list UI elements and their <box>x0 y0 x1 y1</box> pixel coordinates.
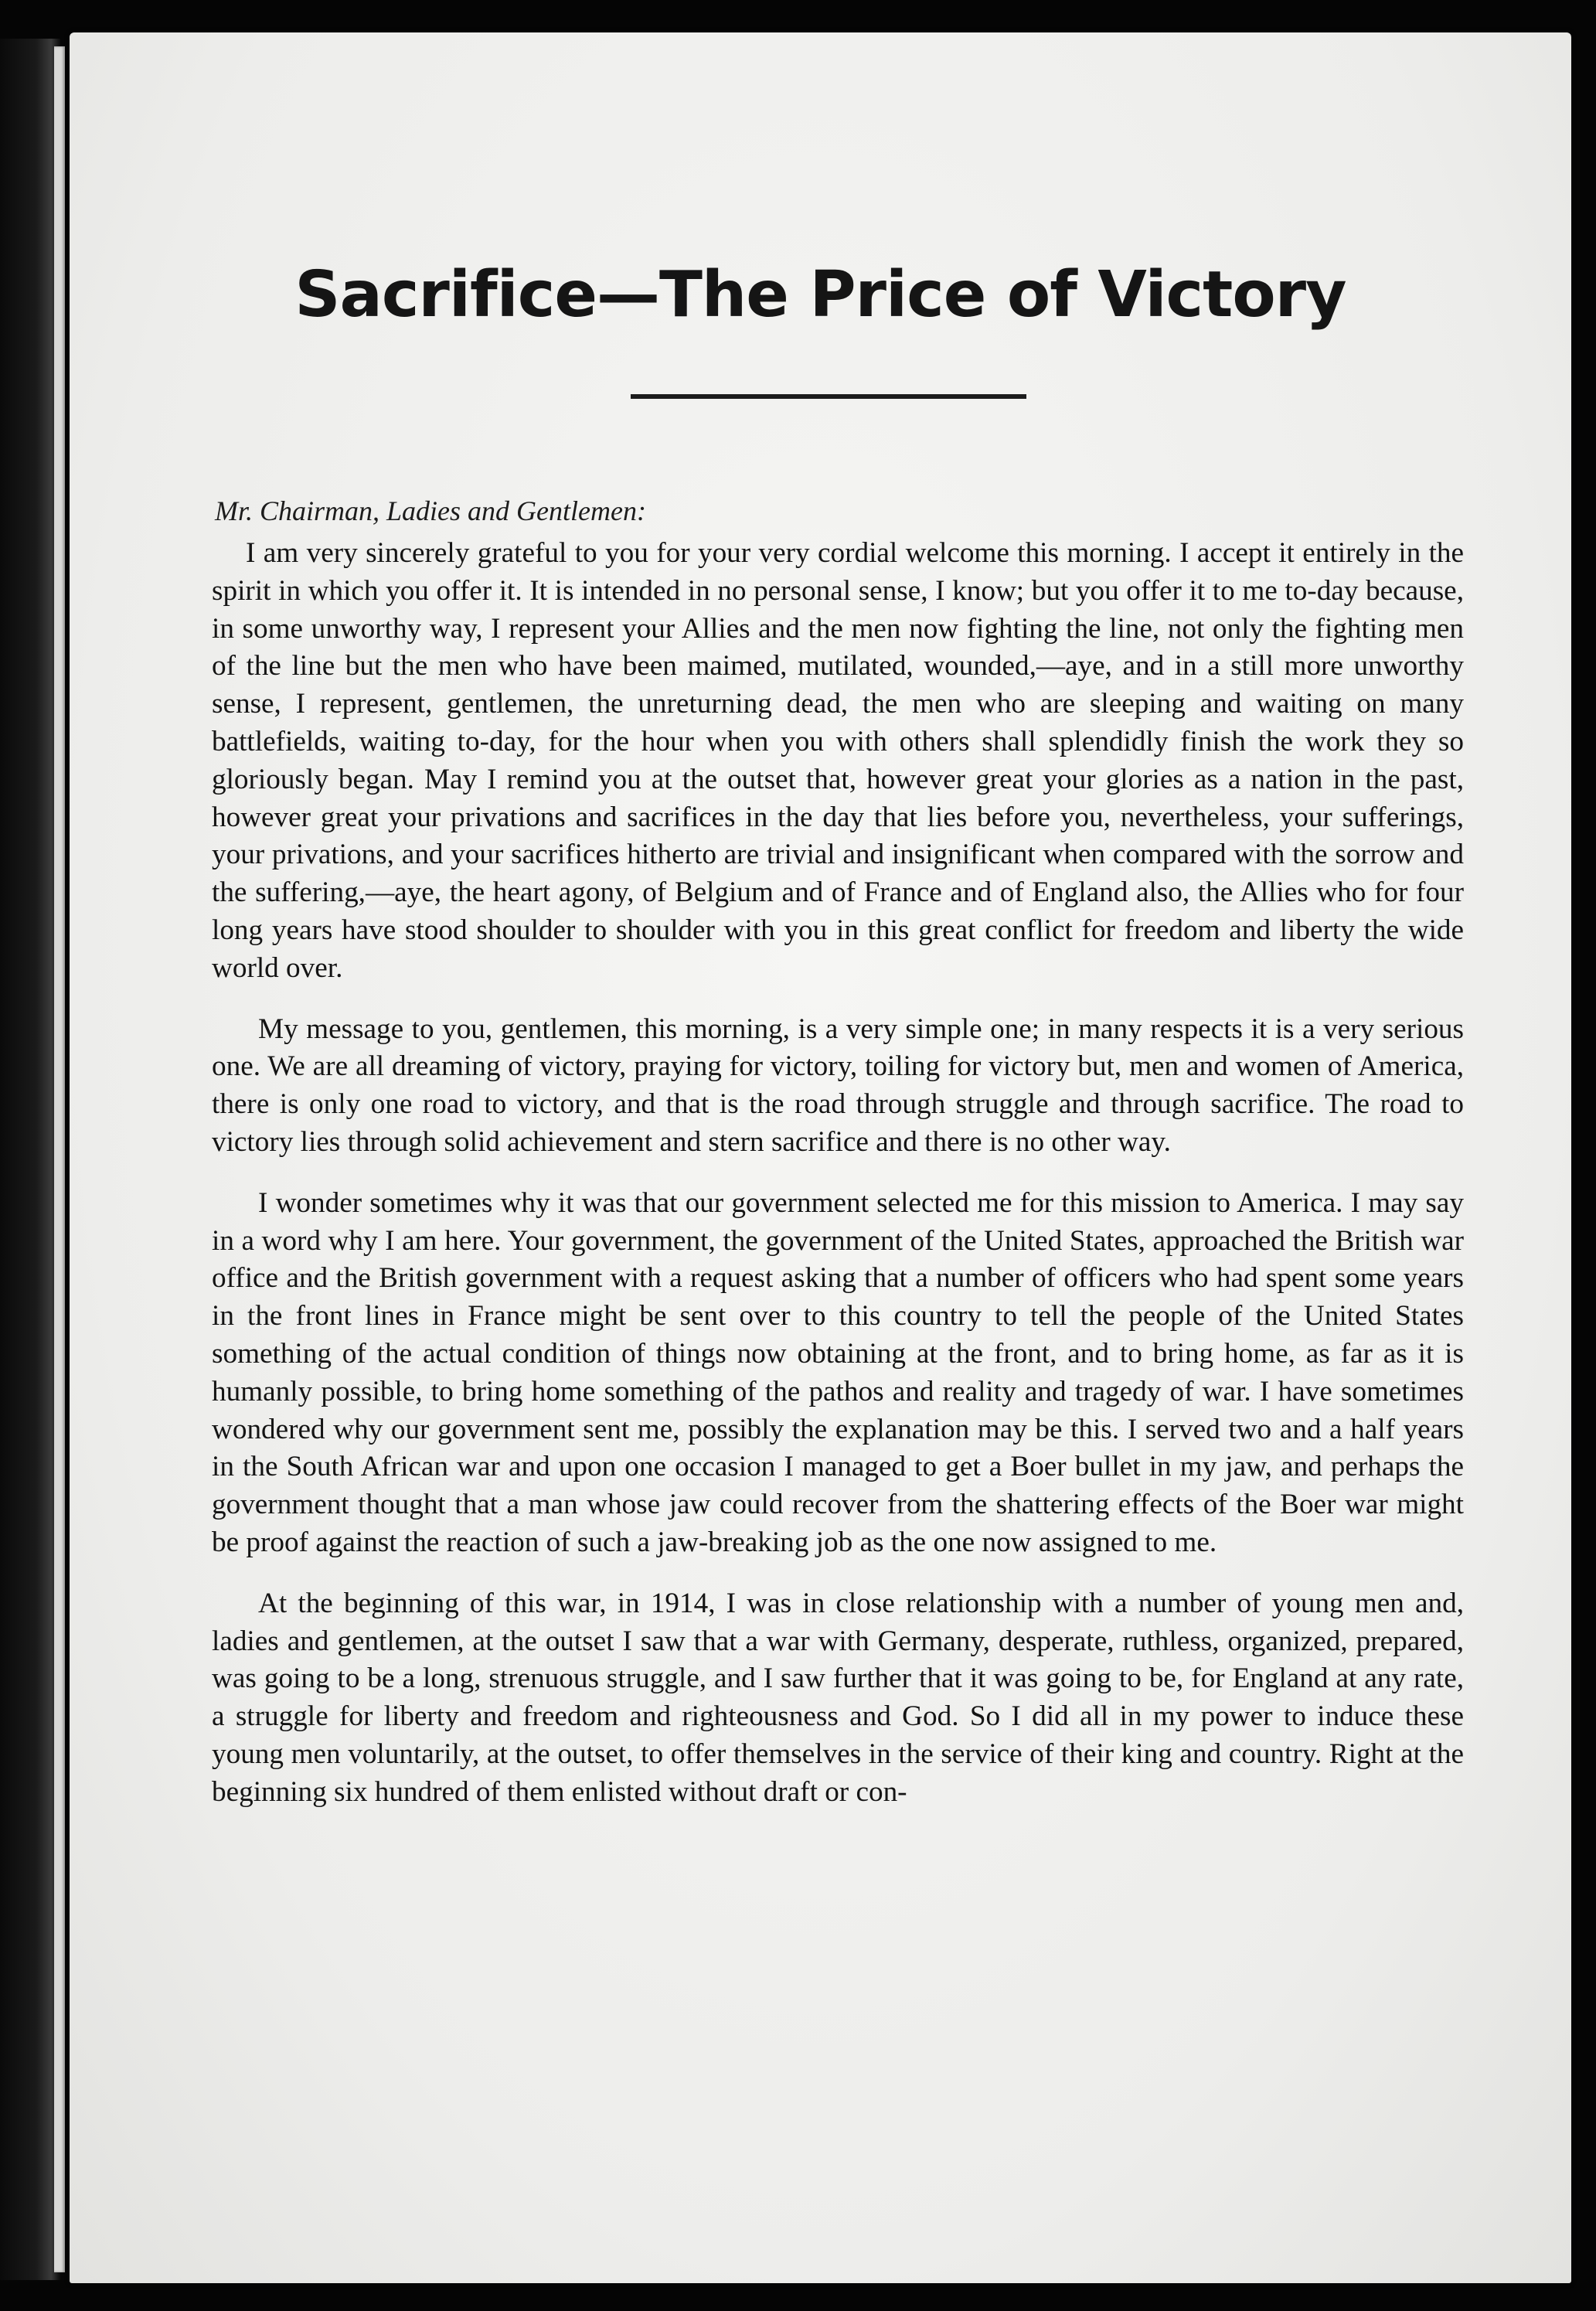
title-rule <box>631 394 1026 399</box>
page-binding-edge <box>0 39 60 2280</box>
paragraph-4: At the beginning of this war, in 1914, I was in close relationship with a number of young men and, ladies and gentlemen, at the outset I saw that a war with Germany, desperate, ruthless, organized, prepared, was going to be a long, strenuous struggle, and I saw further that it was going to be, for England at any rate, a struggle for liberty and freedom and righteousness and God. So I did all in my power to induce these young men voluntarily, at the outset, to offer themselves in the service of their king and country. Right at the beginning six hundred of them enlisted without draft or con- <box>212 1587 1464 1808</box>
page-title: Sacrifice—The Price of Victory <box>294 258 1346 332</box>
salutation: Mr. Chairman, Ladies and Gentlemen: <box>215 495 646 526</box>
previous-page-edge <box>54 46 65 2272</box>
speech-body <box>212 535 1464 1835</box>
paragraph-3: I wonder sometimes why it was that our government selected me for this mission to America. I may say in a word why I am here. Your government, the government of the United States, approached the British war office and the British government with a request asking that a number of officers who had spent some years in the front lines in France might be sent over to this country to tell the people of the United States something of the actual condition of things now obtaining at the front, and to bring home, as far as it is humanly possible, to bring home something of the pathos and reality and tragedy of war. I have sometimes wondered why our government sent me, possibly the explanation may be this. I served two and a half years in the South African war and upon one occasion I managed to get a Boer bullet in my jaw, and perhaps the government thought that a man whose jaw could recover from the shattering effects of the Boer war might be proof against the reaction of such a jaw-breaking job as the one now assigned to me. <box>212 1186 1464 1558</box>
paragraph-1: I am very sincerely grateful to you for your very cordial welcome this morning. I accept it entirely in the spirit in which you offer it. It is intended in no personal sense, I know; but you offer it to me to-day because, in some unworthy way, I represent your Allies and the men now fighting the line, not only the fighting men of the line but the men who have been maimed, mutilated, wounded,—aye, and in a still more unworthy sense, I represent, gentlemen, the unreturning dead, the men who are sleeping and waiting on many battlefields, waiting to-day, for the hour when you with others shall splendidly finish the work they so gloriously began. May I remind you at the outset that, however great your glories as a nation in the past, however great your privations and sacrifices in the day that lies before you, nevertheless, your sufferings, your privations, and your sacrifices hitherto are trivial and insignificant when compared with the sorrow and the suffering,—aye, the heart agony, of Belgium and of France and of England also, the Allies who for four long years have stood shoulder to shoulder with you in this great conflict for freedom and liberty the wide world over. <box>212 537 1464 984</box>
document-page <box>70 32 1571 2283</box>
paragraph-2: My message to you, gentlemen, this morning, is a very simple one; in many respects it is a very serious one. We are all dreaming of victory, praying for victory, toiling for victory but, men and women of America, there is only one road to victory, and that is the road through struggle and through sacrifice. The road to victory lies through solid achievement and stern sacrifice and there is no other way. <box>212 1013 1464 1158</box>
